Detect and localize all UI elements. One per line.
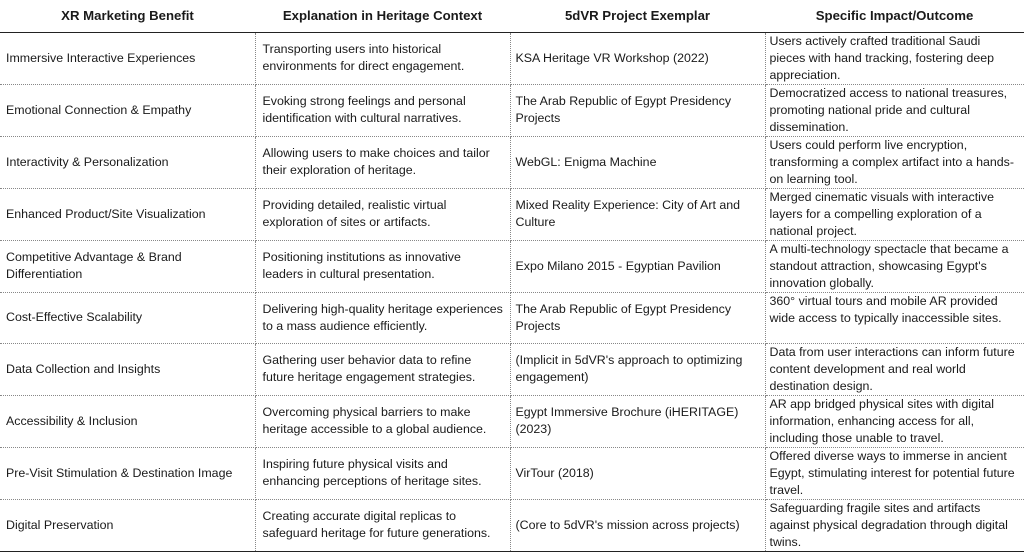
cell-exemplar-text: Expo Milano 2015 - Egyptian Pavilion — [515, 258, 721, 273]
cell-explanation-text: Gathering user behavior data to refine future heritage engagement strategies. — [262, 353, 476, 384]
cell-impact-text: Users could perform live encryption, transforming a complex artifact into a hands-on learning tool. — [769, 137, 1014, 186]
cell-exemplar-text: (Implicit in 5dVR's approach to optimizing engagement) — [515, 353, 743, 384]
cell-explanation-text: Transporting users into historical environments for direct engagement. — [262, 42, 465, 73]
cell-explanation — [255, 447, 510, 499]
cell-benefit — [0, 188, 255, 240]
cell-explanation — [255, 292, 510, 343]
cell-exemplar-text: The Arab Republic of Egypt Presidency Projects — [515, 301, 732, 333]
cell-explanation — [255, 240, 510, 292]
cell-explanation-text: Inspiring future physical visits and enhancing perceptions of heritage sites. — [262, 457, 482, 488]
cell-explanation — [255, 395, 510, 447]
cell-exemplar-text: KSA Heritage VR Workshop (2022) — [515, 50, 709, 65]
cell-benefit-text: Pre-Visit Stimulation & Destination Image — [6, 465, 233, 480]
header-row — [0, 0, 1024, 32]
cell-explanation-text: Overcoming physical barriers to make heritage accessible to a global audience. — [262, 405, 487, 436]
table-row — [0, 499, 1024, 551]
cell-exemplar — [510, 292, 765, 343]
cell-benefit — [0, 32, 255, 84]
cell-benefit-text: Competitive Advantage & Brand Differentiation — [6, 250, 182, 281]
cell-benefit — [0, 292, 255, 343]
cell-benefit-text: Digital Preservation — [6, 517, 114, 532]
cell-exemplar — [510, 32, 765, 84]
cell-explanation — [255, 499, 510, 551]
cell-exemplar — [510, 136, 765, 188]
cell-benefit-text: Accessibility & Inclusion — [6, 413, 138, 428]
cell-exemplar — [510, 343, 765, 395]
cell-explanation-text: Evoking strong feelings and personal identification with cultural narratives. — [262, 94, 466, 125]
cell-exemplar-text: Mixed Reality Experience: City of Art and Culture — [515, 198, 741, 229]
cell-benefit — [0, 395, 255, 447]
table-row — [0, 136, 1024, 188]
cell-impact — [765, 240, 1024, 292]
cell-exemplar-text: The Arab Republic of Egypt Presidency Projects — [515, 94, 732, 125]
cell-explanation — [255, 136, 510, 188]
cell-explanation-text: Allowing users to make choices and tailor their exploration of heritage. — [262, 146, 490, 177]
cell-benefit-text: Immersive Interactive Experiences — [6, 50, 196, 65]
table-row — [0, 395, 1024, 447]
cell-exemplar — [510, 84, 765, 136]
table-row — [0, 188, 1024, 240]
cell-impact — [765, 292, 1024, 343]
cell-exemplar-text: VirTour (2018) — [515, 465, 594, 480]
table-row — [0, 84, 1024, 136]
cell-impact-text: AR app bridged physical sites with digital information, enhancing access for all, including those unable to travel. — [769, 396, 995, 445]
table-row — [0, 447, 1024, 499]
cell-impact — [765, 84, 1024, 136]
cell-impact-text: Democratized access to national treasures, promoting national pride and cultural dissemination. — [769, 85, 1008, 134]
cell-impact — [765, 188, 1024, 240]
cell-explanation-text: Delivering high-quality heritage experiences to a mass audience efficiently. — [262, 301, 503, 333]
cell-impact — [765, 343, 1024, 395]
cell-explanation — [255, 188, 510, 240]
header-impact: Specific Impact/Outcome — [765, 0, 1024, 32]
header-exemplar: 5dVR Project Exemplar — [510, 0, 765, 32]
cell-impact — [765, 447, 1024, 499]
cell-benefit — [0, 84, 255, 136]
table-row — [0, 240, 1024, 292]
table-row — [0, 292, 1024, 343]
cell-impact-text: Merged cinematic visuals with interactive layers for a compelling exploration of a national project. — [769, 189, 994, 238]
cell-impact — [765, 32, 1024, 84]
table-header — [0, 0, 1024, 32]
cell-impact-text: Safeguarding fragile sites and artifacts against physical degradation through digital twins. — [769, 500, 1008, 549]
cell-impact-text: Users actively crafted traditional Saudi pieces with hand tracking, fostering deep appreciation. — [769, 33, 995, 82]
cell-impact-text: Data from user interactions can inform future content development and real world destination design. — [769, 344, 1015, 393]
cell-benefit — [0, 343, 255, 395]
cell-explanation-text: Positioning institutions as innovative leaders in cultural presentation. — [262, 250, 461, 281]
cell-exemplar-text: WebGL: Enigma Machine — [515, 154, 657, 169]
cell-impact-text: A multi-technology spectacle that became a standout attraction, showcasing Egypt's innovation globally. — [769, 241, 1009, 290]
cell-impact-text: Offered diverse ways to immerse in ancient Egypt, stimulating interest for potential future travel. — [769, 448, 1015, 497]
cell-benefit — [0, 499, 255, 551]
table-body — [0, 32, 1024, 551]
cell-benefit — [0, 447, 255, 499]
cell-benefit — [0, 136, 255, 188]
cell-impact-text: 360° virtual tours and mobile AR provided wide access to typically inaccessible sites. — [769, 293, 1002, 325]
cell-benefit-text: Data Collection and Insights — [6, 361, 161, 376]
cell-benefit-text: Emotional Connection & Empathy — [6, 102, 192, 117]
cell-exemplar — [510, 499, 765, 551]
cell-explanation — [255, 32, 510, 84]
cell-impact — [765, 395, 1024, 447]
cell-benefit-text: Interactivity & Personalization — [6, 154, 169, 169]
cell-exemplar-text: Egypt Immersive Brochure (iHERITAGE) (2023) — [515, 405, 739, 436]
cell-exemplar — [510, 395, 765, 447]
cell-explanation-text: Creating accurate digital replicas to safeguard heritage for future generations. — [262, 509, 491, 540]
cell-benefit-text: Enhanced Product/Site Visualization — [6, 206, 206, 221]
table-row — [0, 32, 1024, 84]
header-explanation: Explanation in Heritage Context — [255, 0, 510, 32]
cell-benefit — [0, 240, 255, 292]
cell-exemplar — [510, 240, 765, 292]
cell-explanation-text: Providing detailed, realistic virtual exploration of sites or artifacts. — [262, 198, 447, 229]
cell-impact — [765, 136, 1024, 188]
header-benefit: XR Marketing Benefit — [0, 0, 255, 32]
table-row — [0, 343, 1024, 395]
cell-benefit-text: Cost-Effective Scalability — [6, 310, 143, 324]
cell-explanation — [255, 343, 510, 395]
cell-impact — [765, 499, 1024, 551]
cell-exemplar-text: (Core to 5dVR's mission across projects) — [515, 517, 740, 532]
cell-exemplar — [510, 188, 765, 240]
cell-explanation — [255, 84, 510, 136]
cell-exemplar — [510, 447, 765, 499]
